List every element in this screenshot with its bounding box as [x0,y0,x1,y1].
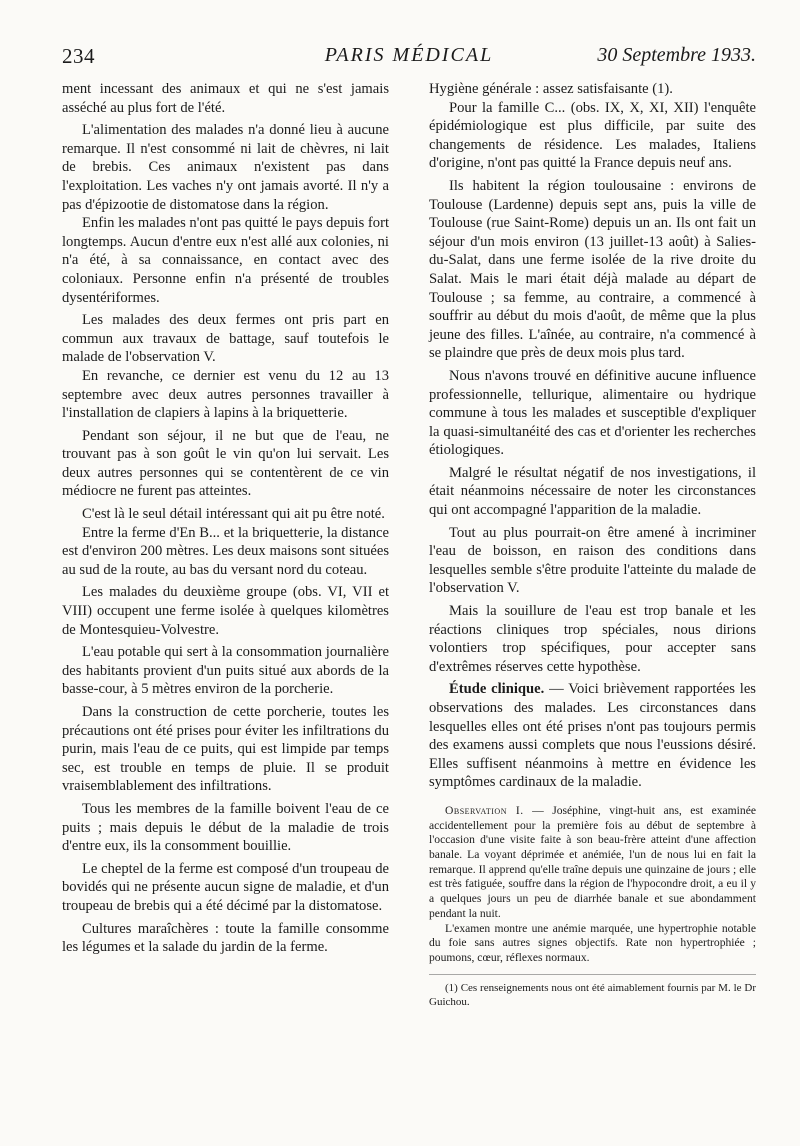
observation-text: — Joséphine, vingt-huit ans, est examinée accidentellement pour la première fois au début de septembre à l'occasion d'une visite faite à son beau-frère atteint d'une affection banale. La voyant déprimée et anémiée, l'un de nous lui en fait la remarque. Il apprend qu'elle traîne depuis une quinzaine de jours ; elle est très fatiguée, souffre dans la région de l'hypocondre droit, a eu il y a quelques jours un peu de diarrhée banale et sue abondamment pendant la nuit. [429,803,756,920]
paragraph: Malgré le résultat négatif de nos investigations, il était néanmoins nécessaire de noter les circonstances qui ont accompagné l'apparition de la maladie. [429,464,756,519]
journal-title: PARIS MÉDICAL [324,44,494,66]
paragraph: Nous n'avons trouvé en définitive aucune influence professionnelle, tellurique, alimentaire ou hydrique commune à tous les malades et susceptible d'expliquer la quasi-simultanéité des cas et d'orienter les recherches étiologiques. [429,367,756,459]
paragraph: L'alimentation des malades n'a donné lieu à aucune remarque. Il n'est consommé ni lait de chèvres, ni lait de brebis. Ces animaux n'existent pas dans l'exploitation. Les vaches n'y ont jamais avorté. Il n'y a pas d'épizootie de distomatose dans la région. [62,122,389,213]
paragraph: Pour la famille C... (obs. IX, X, XI, XII) l'enquête épidémiologique est plus difficile, par suite des changements de résidence. Les malades, Italiens d'origine, n'ont pas quitté la France depuis neuf ans. [429,99,756,172]
paragraph: En revanche, ce dernier est venu du 12 au 13 septembre avec deux autres personnes travailler à l'installation de clapiers à lapins à la briquetterie. [62,367,389,422]
paragraph: Les malades du deuxième groupe (obs. VI, VII et VIII) occupent une ferme isolée à quelques kilomètres de Montesquieu-Volvestre. [62,584,389,638]
paragraph: Tout au plus pourrait-on être amené à incriminer l'eau de boisson, en raison des conditions dans lesquelles semble s'être produite l'atteinte du malade de l'observation V. [429,524,756,597]
paragraph: Pendant son séjour, il ne but que de l'eau, ne trouvant pas à son goût le vin qu'on lui servait. Les deux autres personnes qui se contentèrent de ce vin médiocre ne furent pas atteintes. [62,427,389,500]
issue-date: 30 Septembre 1933. [597,44,756,66]
right-column [429,80,756,1009]
text-columns [62,80,756,1009]
paragraph: Enfin les malades n'ont pas quitté le pays depuis fort longtemps. Aucun d'entre eux n'est allé aux colonies, ni n'a été, à sa connaissance, en contact avec des coloniaux. Personne enfin n'a présenté de troubles dysentériformes. [62,215,390,306]
etude-paragraph [429,680,756,792]
etude-heading: Étude clinique. [449,681,545,698]
footnote-text: (1) Ces renseignements nous ont été aimablement fournis par M. le Dr Guichou. [429,981,756,1008]
observation-label: Observation I. [445,803,524,817]
paragraph: Les malades des deux fermes ont pris part en commun aux travaux de battage, sauf toutefois le malade de l'observation V. [62,312,389,366]
paragraph: Le cheptel de la ferme est composé d'un troupeau de bovidés qui ne présente aucun signe de maladie, et d'un troupeau de brebis qui a été décimé par la distomatose. [62,860,389,914]
footnote [429,981,756,1009]
observation-paragraph-2: L'examen montre une anémie marquée, une hypertrophie notable du foie sans autres signes objectifs. Rate non hypertrophiée ; poumons, cœur, réflexes normaux. [429,921,756,964]
paragraph: Entre la ferme d'En B... et la briquetterie, la distance est d'environ 200 mètres. Les deux maisons sont situées au sud de la route, au bas du versant nord du coteau. [62,524,389,578]
paragraph: Hygiène générale : assez satisfaisante (1). [429,81,673,97]
paragraph: L'eau potable qui sert à la consommation journalière des habitants provient d'un puits situé aux abords de la basse-cour, à 5 mètres environ de la porcherie. [62,644,389,698]
paragraph: Ils habitent la région toulousaine : environs de Toulouse (Lardenne) depuis sept ans, puis la ville de Toulouse (rue Saint-Rome) depuis un an. Ils ont fait un séjour d'un mois environ (13 juillet-13 août) à Salies-du-Salat, dans une ferme isolée de la rive droite du Salat. Mais le mari était déjà malade au départ de Toulouse ; sa femme, au contraire, a commencé à souffrir au début du mois d'août, de même que la plus jeune des filles. L'aînée, au contraire, n'a commencé à se plaindre que près de deux mois plus tard. [429,177,756,362]
etude-text: — Voici brièvement rapportées les observations des malades. Les circonstances dans lesquelles elles ont été prises n'ont pas toujours permis des examens aussi complets que nous l'eussions désiré. Elles suffisent néanmoins à mettre en évidence les symptômes cardinaux de la maladie. [429,681,756,791]
paragraph: ment incessant des animaux et qui ne s'est jamais asséché au plus fort de l'été. [62,81,389,116]
page-number: 234 [62,44,95,68]
observation-paragraph [429,804,756,922]
paragraph: Tous les membres de la famille boivent l'eau de ce puits ; mais depuis le début de la maladie de trois d'entre eux, ils la consomment bouillie. [62,800,389,855]
paragraph: Mais la souillure de l'eau est trop banale et les réactions cliniques trop spéciales, nous dirions volontiers trop spécifiques, pour accepter sans d'extrêmes réserves cette hypothèse. [429,603,756,675]
paragraph: Dans la construction de cette porcherie, toutes les précautions ont été prises pour éviter les infiltrations du purin, mais l'eau de ce puits, qui est limpide par temps sec, est trouble en temps de pluie. Il se produit vraisemblablement des infiltrations. [62,704,389,795]
observation-block [429,804,756,966]
left-column [62,80,389,1009]
footnote-rule [429,974,756,975]
page-header [62,44,756,74]
paragraph: Cultures maraîchères : toute la famille consomme les légumes et la salade du jardin de la ferme. [62,920,389,956]
paragraph: C'est là le seul détail intéressant qui ait pu être noté. [82,506,385,523]
